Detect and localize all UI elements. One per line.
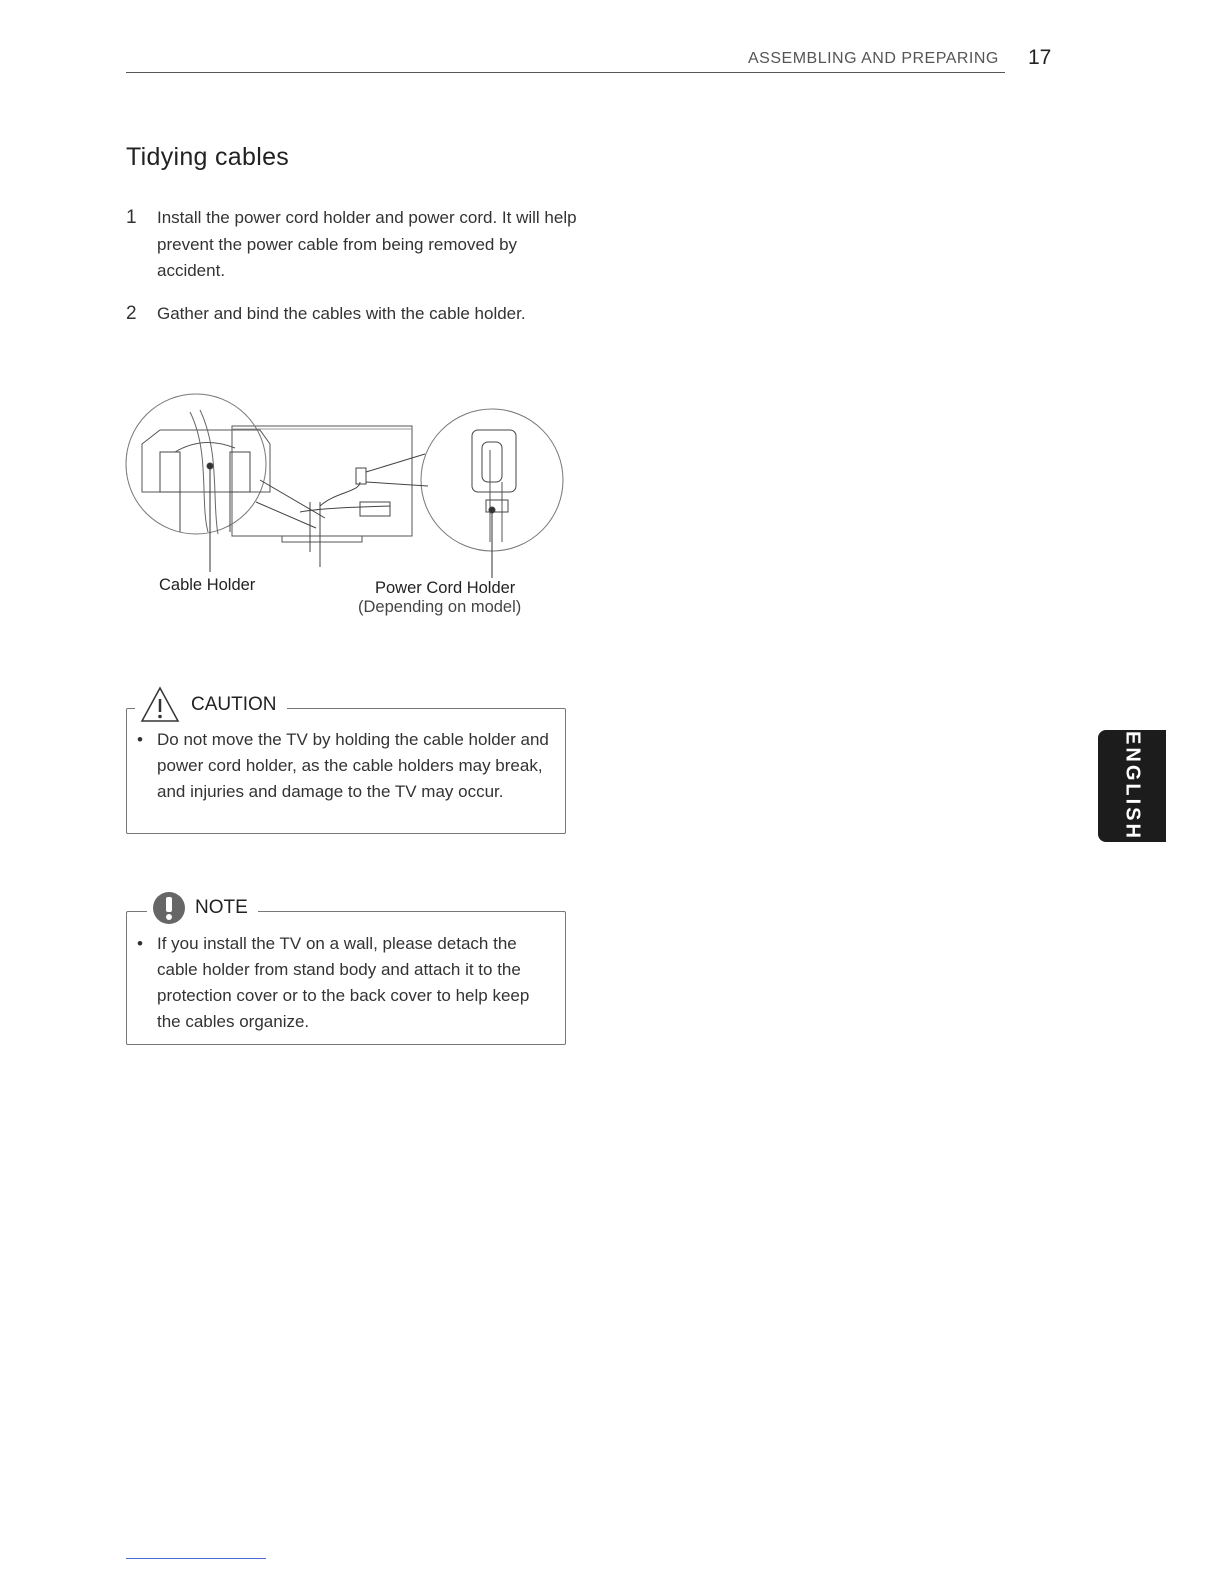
step-1: [126, 205, 586, 285]
depending-on-model-label: (Depending on model): [358, 598, 522, 616]
language-tab: [1098, 730, 1166, 842]
caution-item: [137, 727, 551, 805]
caution-heading: [135, 685, 287, 725]
warning-triangle-icon: [139, 685, 181, 725]
note-text: If you install the TV on a wall, please detach the cable holder from stand body and attach it to the protection cover or to the back cover to help keep the cables organize.: [157, 934, 530, 1031]
step-number: 2: [126, 303, 137, 324]
note-heading-text: NOTE: [195, 897, 248, 918]
caution-heading-text: CAUTION: [191, 694, 277, 715]
section-label: ASSEMBLING AND PREPARING: [748, 50, 999, 67]
cable-diagram: [120, 392, 570, 582]
note-item: [137, 931, 551, 1035]
step-text: Install the power cord holder and power cord. It will help prevent the power cable from being removed by accident.: [157, 208, 577, 280]
bullet-icon: •: [137, 730, 143, 749]
language-tab-label: ENGLISH: [1121, 731, 1144, 841]
note-box: [126, 897, 566, 1045]
power-cord-holder-label: Power Cord Holder: [375, 579, 516, 597]
caution-box: [126, 694, 566, 834]
page-title: Tidying cables: [126, 143, 290, 171]
cable-holder-label: Cable Holder: [159, 576, 256, 594]
step-2: [126, 301, 586, 328]
note-heading: [147, 890, 258, 926]
step-text: Gather and bind the cables with the cable holder.: [157, 304, 526, 323]
caution-text: Do not move the TV by holding the cable holder and power cord holder, as the cable holders may break, and injuries and damage to the TV may occur.: [157, 730, 549, 801]
page-number: 17: [1028, 46, 1052, 69]
footer-rule: [126, 1558, 266, 1559]
step-number: 1: [126, 207, 137, 228]
bullet-icon: •: [137, 934, 143, 953]
exclamation-circle-icon: [151, 890, 187, 926]
header-rule: [126, 72, 1005, 73]
